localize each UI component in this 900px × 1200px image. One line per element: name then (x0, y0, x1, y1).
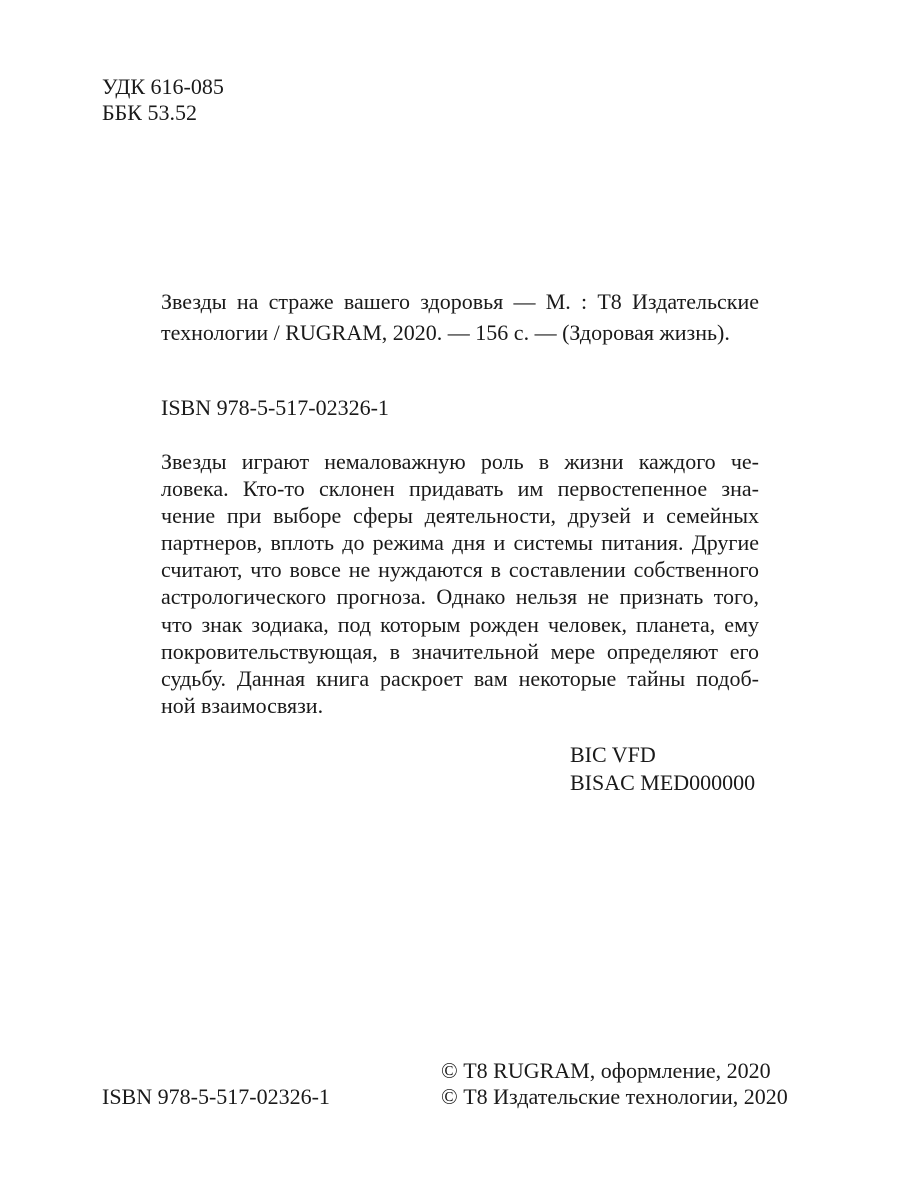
bibliographic-record (161, 286, 759, 348)
udk-code: УДК 616-085 (102, 74, 224, 99)
bibliographic-line: Звезды на страже вашего здоровья — М. : Т8 Издательские (161, 289, 759, 314)
abstract (161, 448, 759, 719)
copyright-line: © Т8 Издательские технологии, 2020 (441, 1084, 788, 1109)
bic-code: BIC VFD (570, 742, 656, 767)
copyright-line: © Т8 RUGRAM, оформление, 2020 (441, 1058, 771, 1083)
abstract-line: партнеров, вплоть до режима дня и системы питания. Другие (161, 530, 759, 556)
isbn-text: ISBN 978-5-517-02326-1 (102, 1084, 330, 1109)
abstract-line: чение при выборе сферы деятельности, друзей и семейных (161, 503, 759, 529)
abstract-line: считают, что вовсе не нуждаются в составлении собственного (161, 557, 759, 583)
abstract-line: ловека. Кто-то склонен придавать им первостепенное зна- (161, 476, 759, 502)
isbn-bottom (102, 1084, 330, 1110)
isbn-text: ISBN 978-5-517-02326-1 (161, 395, 389, 420)
abstract-line: астрологического прогноза. Однако нельзя не признать того, (161, 584, 759, 610)
bbk-code: ББК 53.52 (102, 100, 197, 125)
abstract-line: покровительствующая, в значительной мере определяют его (161, 638, 759, 664)
subject-codes (570, 741, 755, 797)
bisac-code: BISAC MED000000 (570, 770, 756, 795)
abstract-line: судьбу. Данная книга раскроет вам некоторые тайны подоб- (161, 665, 759, 691)
bibliographic-line: технологии / RUGRAM, 2020. — 156 с. — (Здоровая жизнь). (161, 320, 730, 345)
abstract-line: ной взаимосвязи. (161, 692, 324, 718)
abstract-line: что знак зодиака, под которым рожден человек, планета, ему (161, 611, 759, 637)
copyright-notice (441, 1058, 788, 1110)
abstract-line: Звезды играют немаловажную роль в жизни каждого че- (161, 449, 759, 474)
classification-codes (102, 74, 224, 126)
isbn-top (161, 395, 389, 421)
